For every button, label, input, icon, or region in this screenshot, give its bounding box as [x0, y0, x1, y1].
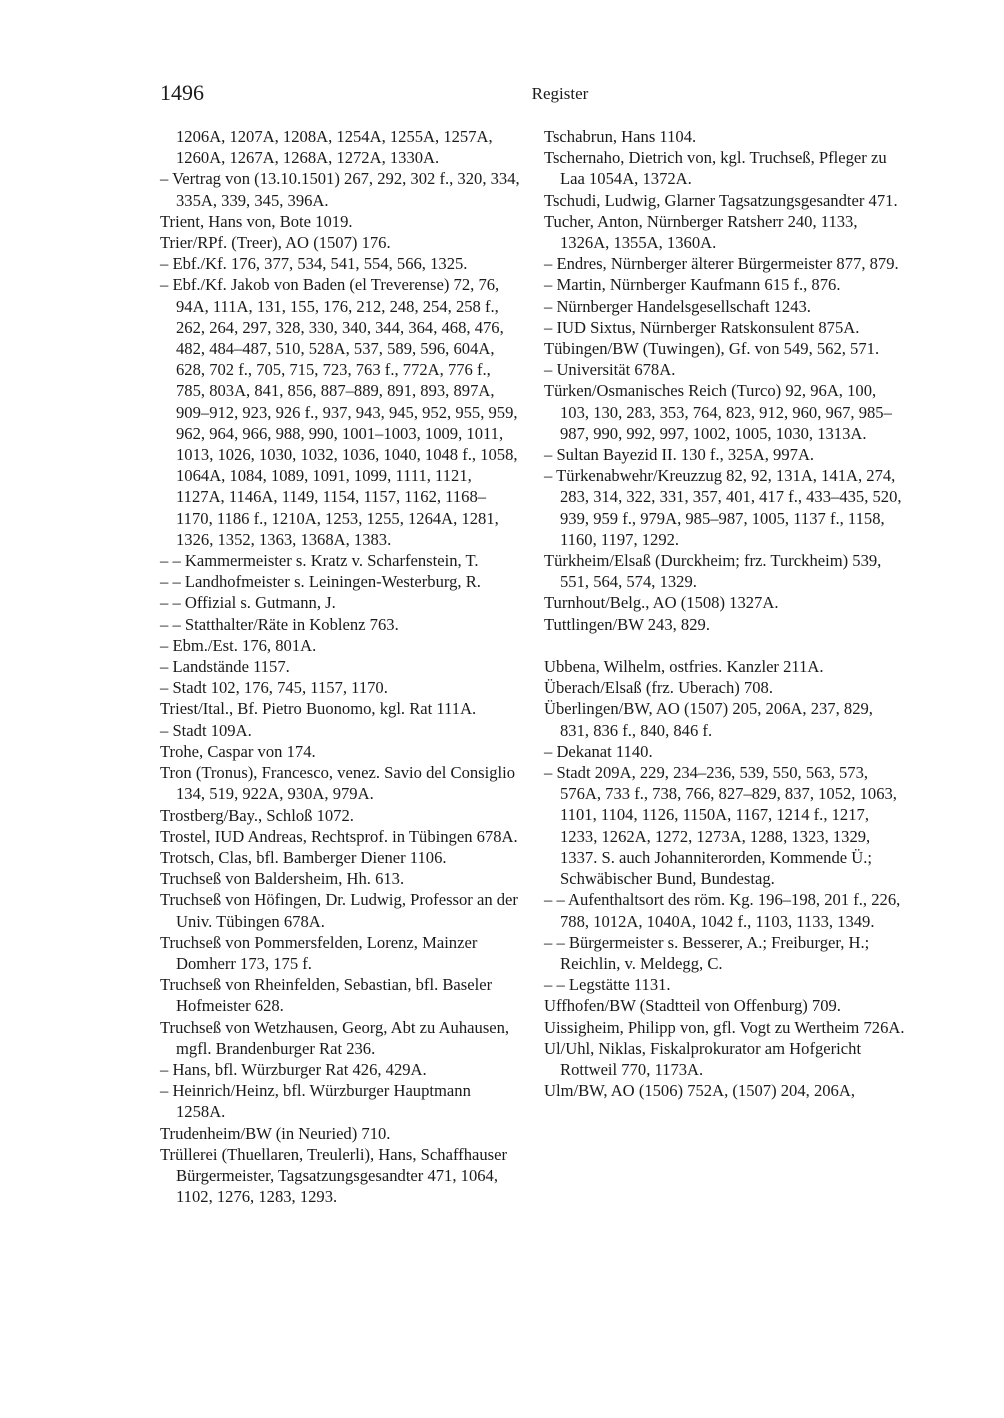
index-entry: – Ebm./Est. 176, 801A.: [160, 635, 317, 655]
index-entry: Trostberg/Bay., Schloß 1072.: [160, 805, 354, 825]
index-entry: Uissigheim, Philipp von, gfl. Vogt zu Wertheim 726A.: [544, 1017, 905, 1037]
index-entry: Trohe, Caspar von 174.: [160, 741, 316, 761]
index-column-right: [544, 126, 906, 1101]
index-entry: – Türkenabwehr/Kreuzzug 82, 92, 131A, 141A, 274, 283, 314, 322, 331, 357, 401, 417 f., 433–435, 520, 939, 959 f., 979A, 985–987, 1005, 1137 f., 1158, 1160, 1197, 1292.: [544, 466, 902, 549]
index-entry: – Nürnberger Handelsgesellschaft 1243.: [544, 296, 811, 316]
index-entry: Trüllerei (Thuellaren, Treulerli), Hans, Schaffhauser Bürgermeister, Tagsatzungsgesandter 471, 1064, 1102, 1276, 1283, 1293.: [160, 1144, 508, 1207]
index-entry: Türken/Osmanisches Reich (Turco) 92, 96A, 100, 103, 130, 283, 353, 764, 823, 912, 960, 967, 985–987, 990, 992, 997, 1002, 1005, 1030, 1313A.: [544, 381, 892, 443]
index-entry: – – Offizial s. Gutmann, J.: [160, 593, 336, 613]
index-entry: – IUD Sixtus, Nürnberger Ratskonsulent 875A.: [544, 317, 860, 337]
index-entry: Truchseß von Pommersfelden, Lorenz, Mainzer Domherr 173, 175 f.: [160, 932, 478, 973]
index-entry: Überlingen/BW, AO (1507) 205, 206A, 237, 829, 831, 836 f., 840, 846 f.: [544, 699, 873, 740]
index-entry: Ubbena, Wilhelm, ostfries. Kanzler 211A.: [544, 657, 824, 677]
index-entry: Truchseß von Höfingen, Dr. Ludwig, Professor an der Univ. Tübingen 678A.: [160, 890, 518, 931]
index-entry: Tuttlingen/BW 243, 829.: [544, 614, 710, 634]
index-entry: Ul/Uhl, Niklas, Fiskalprokurator am Hofgericht Rottweil 770, 1173A.: [544, 1038, 862, 1079]
index-entry: 1206A, 1207A, 1208A, 1254A, 1255A, 1257A, 1260A, 1267A, 1268A, 1272A, 1330A.: [176, 127, 493, 168]
index-entry: Tschabrun, Hans 1104.: [544, 127, 697, 146]
index-entry: Triest/Ital., Bf. Pietro Buonomo, kgl. Rat 111A.: [160, 699, 477, 719]
index-entry: Trient, Hans von, Bote 1019.: [160, 211, 353, 231]
page-header: [160, 80, 900, 110]
running-title: Register: [531, 84, 589, 103]
index-entry: – Stadt 102, 176, 745, 1157, 1170.: [160, 678, 388, 698]
index-entry: Türkheim/Elsaß (Durckheim; frz. Turckheim) 539, 551, 564, 574, 1329.: [544, 551, 882, 592]
index-entry: – – Legstätte 1131.: [544, 975, 671, 995]
letter-section-gap: [544, 635, 906, 656]
index-entry: – Stadt 209A, 229, 234–236, 539, 550, 563, 573, 576A, 733 f., 738, 766, 827–829, 837, 1052, 1063, 1101, 1104, 1126, 1150A, 1167, 1214 f., 1217, 1233, 1262A, 1272, 1273A, 1288, 1323, 1329, 1337. S. auch Johanniterorden, Kommende Ü.; Schwäbischer Bund, Bundestag.: [544, 763, 897, 889]
index-entry: Ulm/BW, AO (1506) 752A, (1507) 204, 206A,: [544, 1081, 855, 1101]
index-entry: Tron (Tronus), Francesco, venez. Savio del Consiglio 134, 519, 922A, 930A, 979A.: [160, 763, 516, 804]
index-entry: – Martin, Nürnberger Kaufmann 615 f., 876.: [544, 275, 841, 295]
index-entry: Tübingen/BW (Tuwingen), Gf. von 549, 562, 571.: [544, 339, 880, 359]
index-entry: – Sultan Bayezid II. 130 f., 325A, 997A.: [544, 445, 815, 465]
index-entry: – Vertrag von (13.10.1501) 267, 292, 302 f., 320, 334, 335A, 339, 345, 396A.: [160, 169, 520, 210]
index-entry: – Landstände 1157.: [160, 657, 290, 677]
index-entry: – Endres, Nürnberger älterer Bürgermeister 877, 879.: [544, 254, 899, 274]
index-entry: Trostel, IUD Andreas, Rechtsprof. in Tübingen 678A.: [160, 826, 518, 846]
index-entry: – – Bürgermeister s. Besserer, A.; Freiburger, H.; Reichlin, v. Meldegg, C.: [544, 932, 870, 973]
index-entry: – Universität 678A.: [544, 360, 676, 380]
index-entry: Truchseß von Wetzhausen, Georg, Abt zu Auhausen, mgfl. Brandenburger Rat 236.: [160, 1017, 510, 1058]
index-entry: – – Kammermeister s. Kratz v. Scharfenstein, T.: [160, 551, 479, 571]
index-entry: Trier/RPf. (Treer), AO (1507) 176.: [160, 233, 391, 253]
index-entry: – Stadt 109A.: [160, 720, 252, 740]
index-entry: – – Landhofmeister s. Leiningen-Westerburg, R.: [160, 572, 481, 592]
index-entry: – Ebf./Kf. Jakob von Baden (el Treverense) 72, 76, 94A, 111A, 131, 155, 176, 212, 248, 254, 258 f., 262, 264, 297, 328, 330, 340, 344, 364, 468, 476, 482, 484–487, 510, 528A, 537, 589, 596, 604A, 628, 702 f., 705, 715, 723, 763 f., 772A, 776 f., 785, 803A, 841, 856, 887–889, 891, 893, 897A, 909–912, 923, 926 f., 937, 943, 945, 952, 955, 959, 962, 964, 966, 988, 990, 1001–1003, 1009, 1011, 1013, 1026, 1030, 1032, 1036, 1040, 1048 f., 1058, 1064A, 1084, 1089, 1091, 1099, 1111, 1121, 1127A, 1146A, 1149, 1154, 1157, 1162, 1168–1170, 1186 f., 1210A, 1253, 1255, 1264A, 1281, 1326, 1352, 1363, 1368A, 1383.: [160, 275, 518, 549]
index-entry: Tschernaho, Dietrich von, kgl. Truchseß, Pfleger zu Laa 1054A, 1372A.: [544, 148, 887, 189]
index-entry: Truchseß von Rheinfelden, Sebastian, bfl. Baseler Hofmeister 628.: [160, 975, 493, 1016]
index-entry: – – Aufenthaltsort des röm. Kg. 196–198, 201 f., 226, 788, 1012A, 1040A, 1042 f., 1103, 1133, 1349.: [544, 890, 901, 931]
index-entry: Tschudi, Ludwig, Glarner Tagsatzungsgesandter 471.: [544, 190, 898, 210]
index-entry: Turnhout/Belg., AO (1508) 1327A.: [544, 593, 779, 613]
index-entry: Tucher, Anton, Nürnberger Ratsherr 240, 1133, 1326A, 1355A, 1360A.: [544, 211, 858, 253]
index-entry: Uffhofen/BW (Stadtteil von Offenburg) 709.: [544, 996, 841, 1016]
index-entry: – – Statthalter/Räte in Koblenz 763.: [160, 614, 399, 634]
index-entry: – Dekanat 1140.: [544, 741, 653, 761]
index-entry: Trudenheim/BW (in Neuried) 710.: [160, 1123, 391, 1143]
index-entry: – Hans, bfl. Würzburger Rat 426, 429A.: [160, 1059, 427, 1079]
index-entry: Überach/Elsaß (frz. Uberach) 708.: [544, 678, 773, 698]
index-entry: – Ebf./Kf. 176, 377, 534, 541, 554, 566, 1325.: [160, 254, 468, 274]
page-number: 1496: [160, 80, 204, 105]
index-entry: Truchseß von Baldersheim, Hh. 613.: [160, 869, 405, 889]
index-entry: – Heinrich/Heinz, bfl. Würzburger Hauptmann 1258A.: [160, 1081, 471, 1122]
index-column-left: [160, 126, 522, 1207]
index-entry: Trotsch, Clas, bfl. Bamberger Diener 1106.: [160, 847, 447, 867]
